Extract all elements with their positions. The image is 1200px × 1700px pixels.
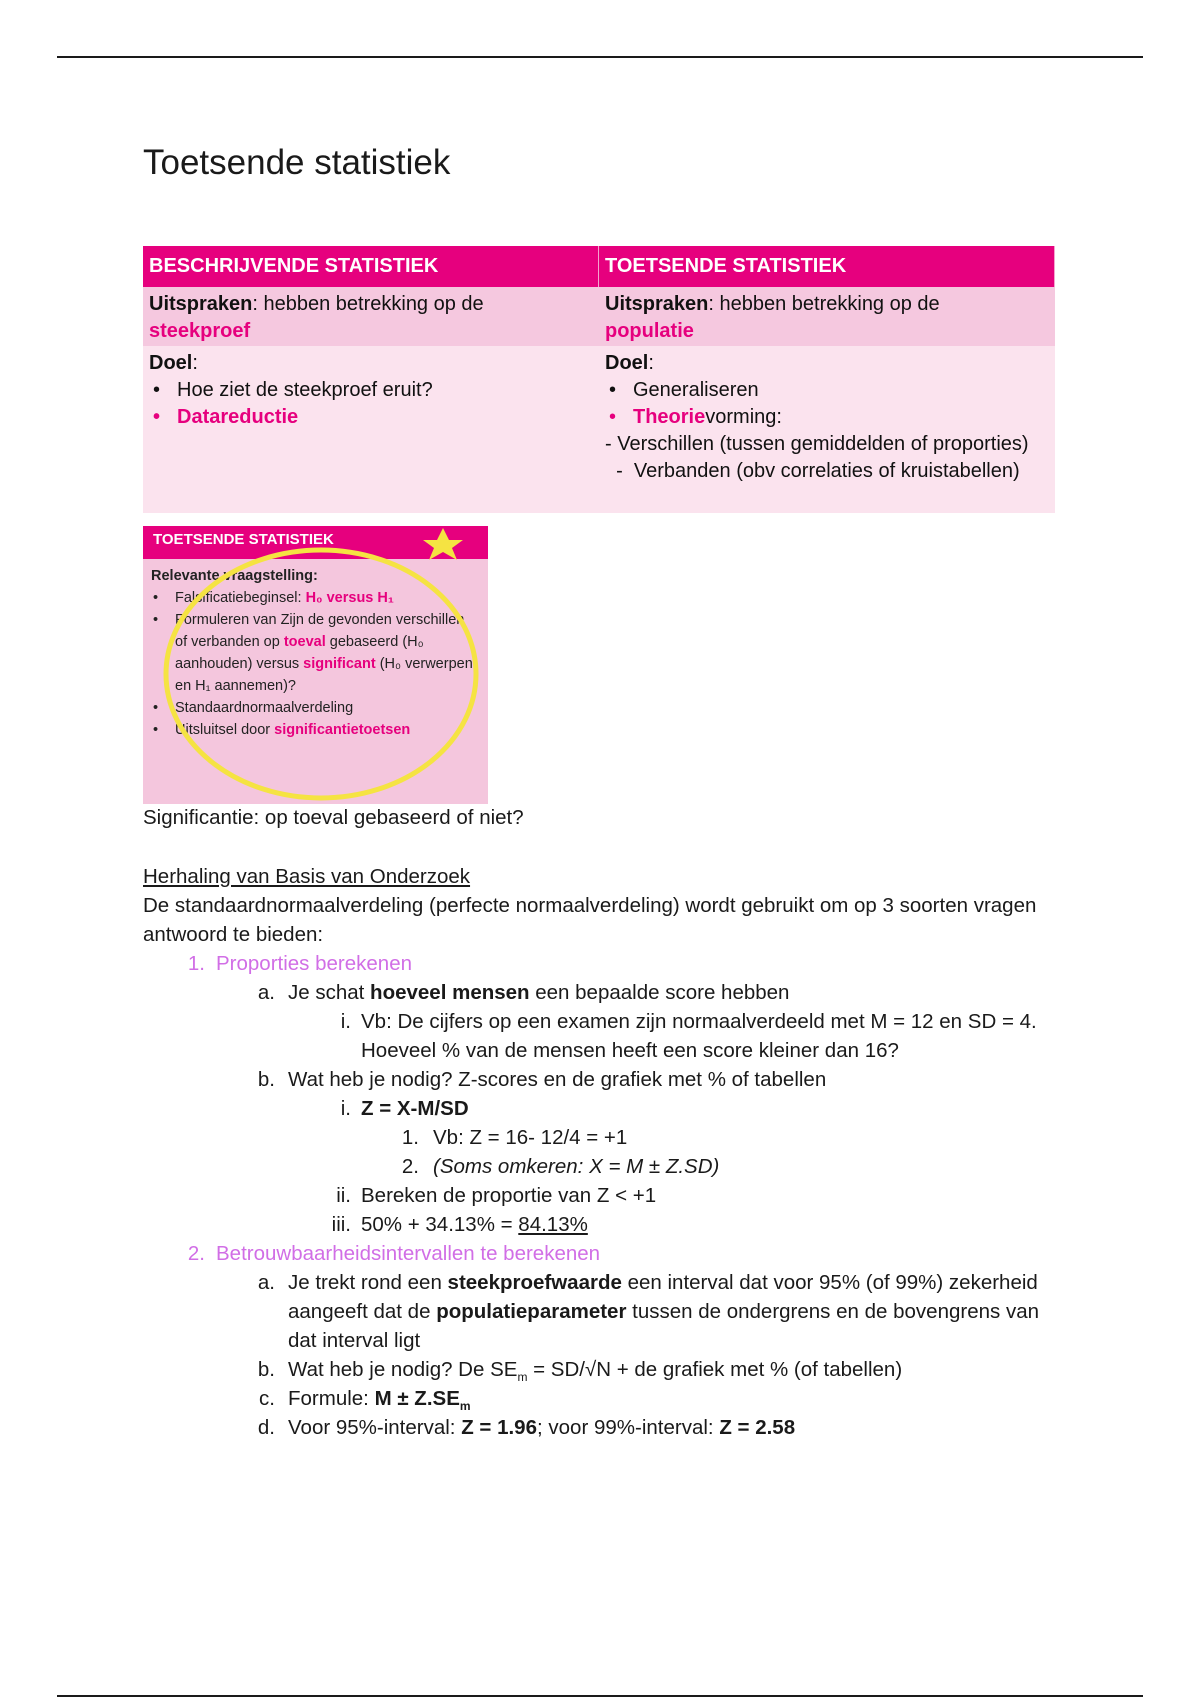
list-item <box>143 1181 1063 1210</box>
list-bold: steekproefwaarde <box>447 1271 622 1294</box>
list-number: i. <box>340 1010 351 1033</box>
list-bold: Z = 1.96 <box>461 1416 537 1439</box>
list-number: a. <box>257 1271 275 1294</box>
list-item <box>143 1152 1063 1181</box>
left-header: BESCHRIJVENDE STATISTIEK <box>143 246 599 287</box>
list-number: a. <box>257 981 275 1004</box>
bottom-rule <box>57 1695 1143 1697</box>
list-text: een interval dat voor 95% (of 99%) zekerheid aangeeft dat de <box>288 1271 1038 1323</box>
sub-item: - Verbanden (obv correlaties of kruistabellen) <box>605 460 1020 482</box>
highlight-ellipse <box>166 550 476 798</box>
uitspraken-text: : hebben betrekking op de <box>252 293 484 315</box>
sub-item: - Verschillen (tussen gemiddelden of proporties) <box>605 433 1029 455</box>
list-number: d. <box>257 1416 275 1439</box>
slide-question: Relevante vraagstelling: <box>151 568 318 584</box>
right-doel-list <box>605 377 1049 431</box>
list-item <box>143 978 1063 1007</box>
list-bold: Z = 2.58 <box>719 1416 796 1439</box>
slide-image <box>143 526 488 804</box>
list-underlined: 84.13% <box>518 1213 588 1236</box>
doel-colon: : <box>648 352 654 374</box>
list-text: Proporties berekenen <box>216 952 413 975</box>
left-uitspraken <box>143 287 599 346</box>
uitspraken-label: Uitspraken <box>149 293 253 315</box>
list-number: i. <box>340 1097 351 1120</box>
doel-label: Doel <box>605 352 649 374</box>
b2-a: Formuleren van Zijn de gevonden verschillen of verbanden op <box>175 612 465 650</box>
table-uitspraken-row <box>143 287 1056 346</box>
list-item <box>143 1268 1063 1355</box>
spacer <box>143 832 1063 862</box>
vorming-text: vorming: <box>705 406 782 428</box>
list-item <box>143 949 1063 978</box>
list-subscript: m <box>459 1399 471 1414</box>
right-uitspraken <box>599 287 1055 346</box>
list-number: b. <box>257 1358 275 1381</box>
list-number: b. <box>257 1068 275 1091</box>
list-item <box>143 1413 1063 1442</box>
b2-pink2: significant <box>303 656 376 672</box>
star-shape <box>423 528 463 560</box>
list-bold: populatieparameter <box>436 1300 627 1323</box>
list-item: • Generaliseren <box>605 377 1049 404</box>
list-item <box>143 1007 1063 1065</box>
uitspraken-term: populatie <box>605 320 694 342</box>
list-text: Vb: Z = 16- 12/4 = +1 <box>433 1126 628 1149</box>
section-heading: Herhaling van Basis van Onderzoek <box>143 865 471 888</box>
list-item <box>143 1210 1063 1239</box>
list-text: Vb: De cijfers op een examen zijn normaalverdeeld met M = 12 en SD = 4. Hoeveel % van de mensen heeft een score kleiner dan 16? <box>361 1010 1037 1062</box>
b2-b: gebaseerd (H₀ aanhouden) versus <box>175 634 424 672</box>
uitspraken-text: : hebben betrekking op de <box>708 293 940 315</box>
b4-pink: significantietoetsen <box>274 722 411 738</box>
left-doel-list <box>149 377 593 431</box>
page-title: Toetsende statistiek <box>143 143 451 182</box>
list-text: 50% + 34.13% = <box>361 1213 519 1236</box>
b1-pink: H₀ versus H₁ <box>305 590 394 606</box>
list-text: Je schat <box>288 981 371 1004</box>
caption: Significantie: op toeval gebaseerd of niet? <box>143 806 524 829</box>
theorie-bold: Theorie <box>633 406 706 428</box>
intro-paragraph: De standaardnormaalverdeling (perfecte normaalverdeling) wordt gebruikt om op 3 soorten vragen antwoord te bieden: <box>143 894 1037 946</box>
list-text: ; voor 99%-interval: <box>537 1416 720 1439</box>
list-item: • Standaardnormaalverdeling <box>151 697 480 719</box>
uitspraken-term: steekproef <box>149 320 251 342</box>
list-item <box>143 1355 1063 1384</box>
doel-label: Doel <box>149 352 193 374</box>
b2-c: (H₀ verwerpen en H₁ aannemen)? <box>175 656 473 694</box>
list-item <box>143 1123 1063 1152</box>
table-header-row <box>143 246 1056 287</box>
list-bold: M ± Z.SE <box>374 1387 460 1410</box>
list-bold: Z = X-M/SD <box>361 1097 469 1120</box>
list-number: 2. <box>187 1242 205 1265</box>
star-icon <box>413 526 473 560</box>
list-item: • Datareductie <box>149 404 593 431</box>
body-text <box>143 803 1063 1442</box>
b2-pink1: toeval <box>283 634 326 650</box>
list-text: Je trekt rond een <box>288 1271 448 1294</box>
right-header: TOETSENDE STATISTIEK <box>599 246 1055 287</box>
list-text: Wat heb je nodig? De SE <box>288 1358 518 1381</box>
list-item: • Hoe ziet de steekproef eruit? <box>149 377 593 404</box>
list-text: Bereken de proportie van Z < +1 <box>361 1184 657 1207</box>
list-number: iii. <box>331 1213 351 1236</box>
left-doel <box>143 346 599 513</box>
uitspraken-label: Uitspraken <box>605 293 709 315</box>
right-doel <box>599 346 1055 513</box>
list-number: c. <box>259 1387 275 1410</box>
list-item <box>143 1384 1063 1413</box>
list-text: = SD/√N + de grafiek met % (of tabellen) <box>527 1358 903 1381</box>
list-item <box>605 404 1049 431</box>
list-text: een bepaalde score hebben <box>529 981 790 1004</box>
list-italic: (Soms omkeren: X = M ± Z.SD) <box>433 1155 720 1178</box>
table-doel-row <box>143 346 1056 513</box>
list-number: 2. <box>401 1155 419 1178</box>
highlight-circle <box>143 526 488 804</box>
slide-header: TOETSENDE STATISTIEK <box>143 526 488 559</box>
list-number: 1. <box>187 952 205 975</box>
top-rule <box>57 56 1143 58</box>
b4-text: Uitsluitsel door <box>175 722 275 738</box>
list-bold: hoeveel mensen <box>370 981 530 1004</box>
list-item <box>143 1239 1063 1268</box>
list-text: tussen de ondergrens en de bovengrens van dat interval ligt <box>288 1300 1040 1352</box>
list-text: Betrouwbaarheidsintervallen te berekenen <box>216 1242 601 1265</box>
list-text: Formule: <box>288 1387 375 1410</box>
b1-text: Falsificatiebeginsel: <box>175 590 306 606</box>
comparison-table <box>143 246 1056 513</box>
list-subscript: m <box>517 1370 528 1385</box>
list-number: ii. <box>336 1184 351 1207</box>
list-number: 1. <box>401 1126 419 1149</box>
list-item <box>143 1094 1063 1123</box>
list-item <box>143 1065 1063 1094</box>
doel-colon: : <box>192 352 198 374</box>
list-text: Voor 95%-interval: <box>288 1416 462 1439</box>
list-text: Wat heb je nodig? Z-scores en de grafiek met % of tabellen <box>288 1068 827 1091</box>
